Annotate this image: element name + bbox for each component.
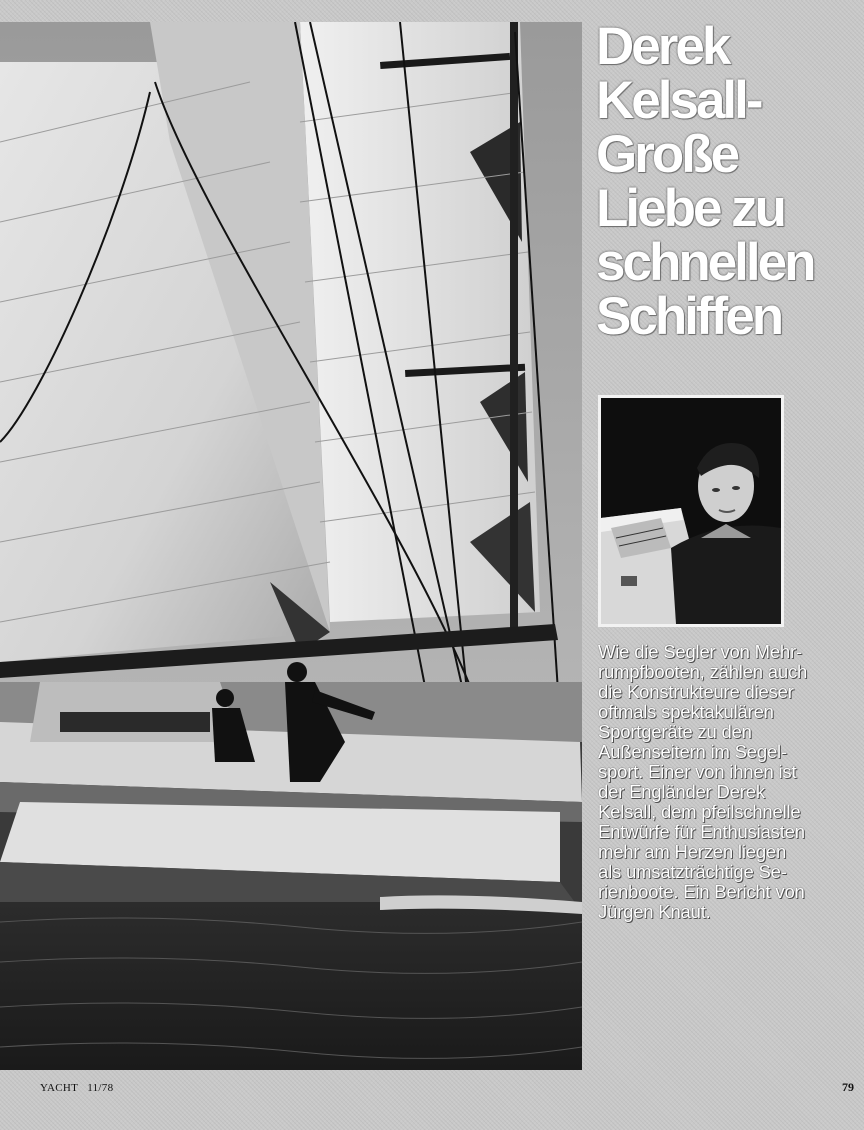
headline-line: Liebe zu: [596, 179, 785, 238]
lead-line: oftmals spektakulären: [598, 701, 774, 722]
lead-line: sport. Einer von ihnen ist: [598, 761, 797, 782]
lead-line: Wie die Segler von Mehr-: [598, 641, 802, 662]
lead-line: mehr am Herzen liegen: [598, 841, 787, 862]
headline: [596, 17, 864, 346]
headline-line: Große: [596, 125, 738, 184]
page-number: 79: [842, 1080, 854, 1094]
lead-line: Sportgeräte zu den: [598, 721, 752, 742]
footer-magazine-info: [40, 1082, 119, 1094]
lead-line: Jürgen Knaut.: [598, 901, 711, 922]
issue-number: 11/78: [87, 1082, 114, 1094]
lead-line: als umsatzträchtige Se-: [598, 861, 787, 882]
lead-line: rienboote. Ein Bericht von: [598, 881, 805, 902]
headline-line: schnellen: [596, 233, 814, 292]
lead-line: der Engländer Derek: [598, 781, 765, 802]
lead-line: Entwürfe für Enthusiasten: [598, 821, 805, 842]
lead-line: rumpfbooten, zählen auch: [598, 661, 808, 682]
headline-line: Schiffen: [596, 287, 782, 346]
sailing-photo: [0, 22, 582, 1070]
lead-paragraph: [598, 642, 862, 922]
lead-line: Kelsall, dem pfeilschnelle: [598, 801, 801, 822]
lead-line: die Konstrukteure dieser: [598, 681, 794, 702]
headline-line: Derek: [596, 17, 729, 76]
magazine-name: YACHT: [40, 1082, 79, 1094]
portrait-photo: [598, 395, 784, 627]
headline-line: Kelsall-: [596, 71, 761, 130]
lead-line: Außenseitern im Segel-: [598, 741, 787, 762]
